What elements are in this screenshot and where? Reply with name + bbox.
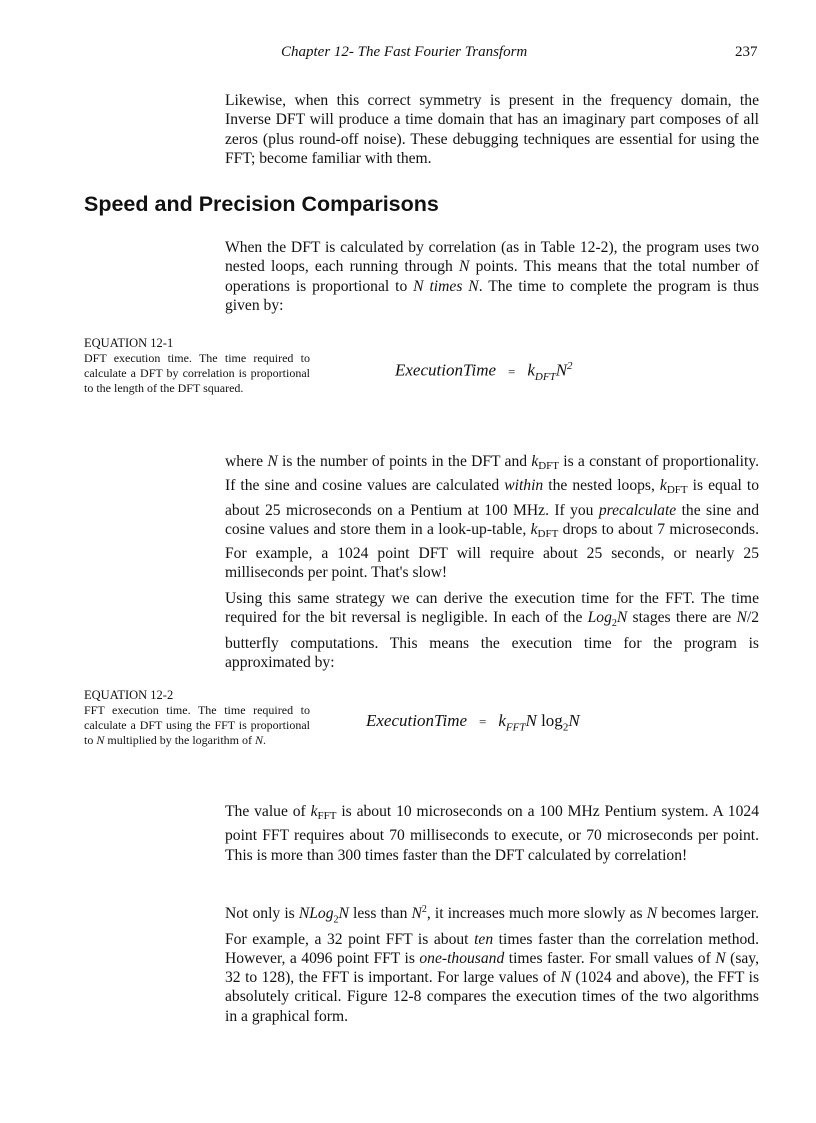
equation-12-2-caption: EQUATION 12-2 FFT execution time. The time required to calculate a DFT using the FFT is proportional to N multiplied by the logarithm of N. [84, 688, 310, 747]
intro-paragraph: Likewise, when this correct symmetry is present in the frequency domain, the Inverse DFT will produce a time domain that has an imaginary part composes of all zeros (plus round-off noise). These debugging techniques are essential for using the FFT; become familiar with them. [225, 92, 759, 167]
paragraph-fft-strategy: Using this same strategy we can derive the execution time for the FFT. The time required for the bit reversal is negligible. In each of the Log$_2$N stages there are N/2 butterfly computations. This means the execution time for the program is approximated by: [225, 590, 759, 671]
paragraph-comparison: Not only is NLog$_2$N less than $N^2$, it increases much more slowly as N becomes larger. For example, a 32 point FFT is about ten times faster than the correlation method. However, a 4096 point FFT is one-thousand times faster. For small values of N (say, 32 to 128), the FFT is important. For large values of N (1024 and above), the FFT is absolutely critical. Figure 12-8 compares the execution times of the two algorithms in a graphical form. [225, 904, 760, 1025]
equation-12-1: ExecutionTime = $k_{DFT}N^2$ [395, 360, 573, 384]
section-heading: Speed and Precision Comparisons [84, 192, 439, 216]
paragraph-fft-time: The value of kFFT is about 10 microseconds on a 100 MHz Pentium system. A 1024 point FFT requires about 70 milliseconds to execute, or 70 microseconds per point. This is more than 300 times faster than the DFT calculated by correlation! [225, 803, 759, 864]
paragraph-dft-time: where N is the number of points in the DFT and kDFT is a constant of proportionality. If the sine and cosine values are calculated within the nested loops, kDFT is equal to about 25 microseconds on a Pentium at 100 MHz. If you precalculate the sine and cosine values and store them in a look-up-table, kDFT drops to about 7 microseconds. For example, a 1024 point DFT will require about 25 seconds, or nearly 25 milliseconds per point. That's slow! [225, 453, 760, 582]
running-header: Chapter 12- The Fast Fourier Transform [281, 44, 528, 60]
equation-label: EQUATION 12-2 [84, 688, 174, 702]
paragraph-dft-correlation: When the DFT is calculated by correlation (as in Table 12-2), the program uses two nested loops, each running through N points. This means that the total number of operations is proportional to N times N. The time to complete the program is thus given by: [225, 239, 759, 314]
equation-12-2: ExecutionTime = $k_{FFT}N$ $\log_2N$ [366, 711, 580, 734]
equation-12-1-caption: EQUATION 12-1 DFT execution time. The time required to calculate a DFT by correlation is proportional to the length of the DFT squared. [84, 336, 310, 395]
equation-label: EQUATION 12-1 [84, 336, 174, 350]
page-number: 237 [735, 44, 758, 60]
